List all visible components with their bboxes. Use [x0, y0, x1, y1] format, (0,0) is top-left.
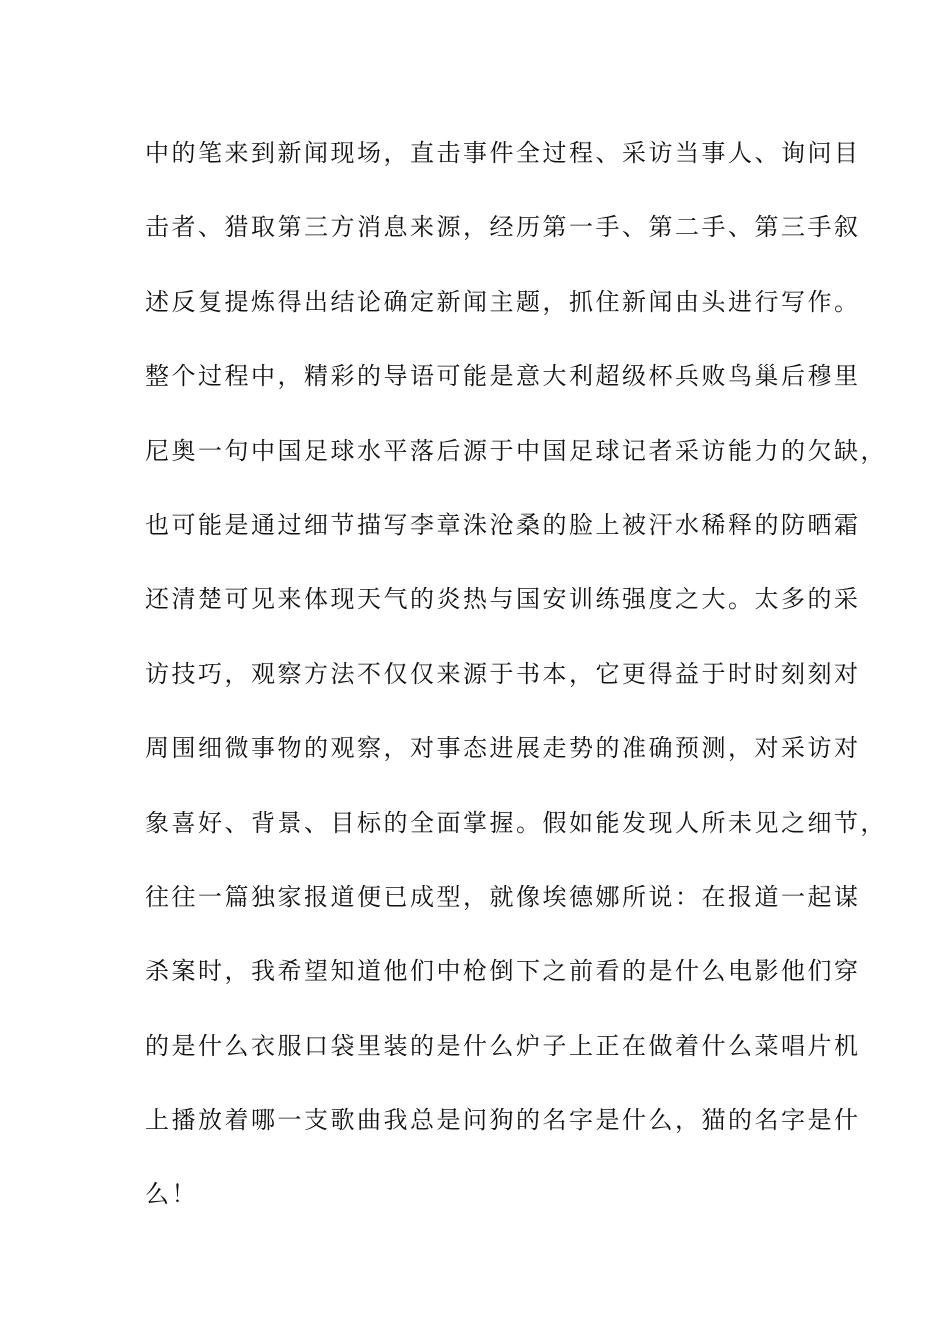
- text-line: 的是什么衣服口袋里装的是什么炉子上正在做着什么菜唱片机: [145, 1031, 861, 1060]
- text-line: 述反复提炼得出结论确定新闻主题，抓住新闻由头进行写作。: [145, 287, 861, 316]
- text-line: 周围细微事物的观察，对事态进展走势的准确预测，对采访对: [145, 734, 861, 763]
- text-line: 象喜好、背景、目标的全面掌握。假如能发现人所未见之细节，: [145, 808, 887, 837]
- text-line: 么！: [145, 1180, 198, 1209]
- text-line: 往往一篇独家报道便已成型，就像埃德娜所说：在报道一起谋: [145, 882, 861, 911]
- text-line: 击者、猎取第三方消息来源，经历第一手、第二手、第三手叙: [145, 213, 861, 242]
- text-line: 尼奥一句中国足球水平落后源于中国足球记者采访能力的欠缺，: [145, 436, 887, 465]
- text-line: 访技巧，观察方法不仅仅来源于书本，它更得益于时时刻刻对: [145, 659, 861, 688]
- text-line: 上播放着哪一支歌曲我总是问狗的名字是什么，猫的名字是什: [145, 1106, 861, 1135]
- text-line: 还清楚可见来体现天气的炎热与国安训练强度之大。太多的采: [145, 585, 861, 614]
- text-line: 整个过程中，精彩的导语可能是意大利超级杯兵败鸟巢后穆里: [145, 362, 861, 391]
- text-line: 杀案时，我希望知道他们中枪倒下之前看的是什么电影他们穿: [145, 957, 861, 986]
- text-line: 中的笔来到新闻现场，直击事件全过程、采访当事人、询问目: [145, 139, 861, 167]
- document-body: [145, 132, 887, 1248]
- text-line: 也可能是通过细节描写李章洙沧桑的脸上被汗水稀释的防晒霜: [145, 510, 861, 539]
